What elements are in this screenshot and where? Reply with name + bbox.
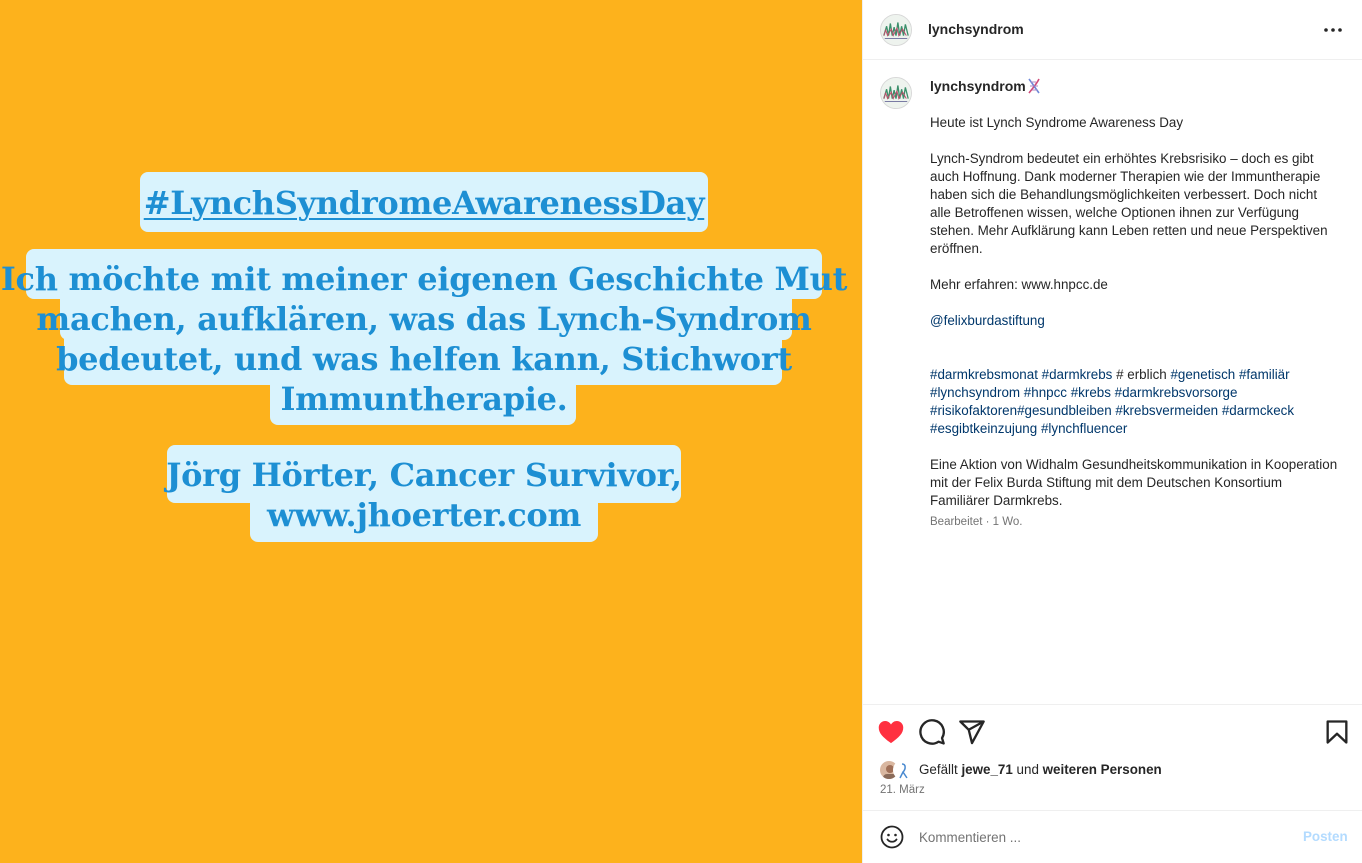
caption-intro: Heute ist Lynch Syndrome Awareness Day [930, 115, 1184, 130]
heart-filled-icon[interactable] [877, 718, 905, 746]
hashtag-link[interactable]: #risikofaktoren [930, 403, 1018, 418]
avatar-graphic [881, 78, 911, 108]
hashtag-link[interactable]: #lynchsyndrom [930, 385, 1021, 400]
smiley-icon[interactable] [880, 825, 904, 849]
hashtag-link[interactable]: #darmkrebsmonat [930, 367, 1038, 382]
caption-more-info: Mehr erfahren: www.hnpcc.de [930, 277, 1108, 292]
hashtag-link[interactable]: #esgibtkeinzujung [930, 421, 1038, 436]
post-header [863, 0, 1362, 60]
post-date[interactable]: 21. März [880, 784, 925, 796]
caption-text [930, 114, 1340, 510]
hashtag-link[interactable]: #lynchfluencer [1040, 421, 1128, 436]
liker-avatars[interactable] [879, 760, 915, 780]
caption-hashtags [930, 366, 1340, 438]
likes-others-link[interactable]: weiteren Personen [1042, 762, 1162, 777]
likes-text [919, 762, 1162, 777]
author-line: Jörg Hörter, Cancer Survivor, [166, 456, 682, 494]
header-username[interactable]: lynchsyndrom [928, 21, 1024, 37]
likes-summary [879, 760, 1339, 780]
post-comment-button[interactable]: Posten [1303, 829, 1348, 844]
quote-line: Ich möchte mit meiner eigenen Geschichte Mut [0, 260, 848, 298]
liker-username[interactable]: jewe_71 [961, 762, 1013, 777]
avatar[interactable] [880, 14, 912, 46]
more-horizontal-icon[interactable] [1321, 18, 1347, 42]
avatar[interactable] [880, 77, 912, 109]
likes-middle: und [1016, 762, 1039, 777]
caption-username[interactable]: lynchsyndrom [930, 78, 1026, 94]
comment-input[interactable] [919, 824, 1279, 850]
avatar-graphic [881, 15, 911, 45]
hashtag-link[interactable]: #hnpcc [1023, 385, 1067, 400]
quote-line: bedeutet, und was helfen kann, Stichwort [56, 340, 792, 378]
hashtag-link[interactable]: #darmckeck [1221, 403, 1295, 418]
quote-line: Immuntherapie. [280, 380, 568, 418]
quote-line: machen, aufklären, was das Lynch-Syndrom [36, 300, 812, 338]
hashtag-plain: # erblich [1116, 367, 1167, 382]
caption-area [863, 61, 1362, 704]
hashtag-link[interactable]: #familiär [1238, 367, 1290, 382]
liker-avatar [893, 760, 913, 780]
caption-body: Lynch-Syndrom bedeutet ein erhöhtes Krebsrisiko – doch es gibt auch Hoffnung. Dank moderner Therapien wie der Immuntherapie haben sich die Behandlungsmöglichkeiten verbessert. Doch nicht alle Betroffenen wissen, welche Optionen ihnen zur Verfügung stehen. Mehr Aufklärung kann Leben retten und neue Perspektiven eröffnen. [930, 151, 1328, 256]
hashtag-link[interactable]: #krebs [1070, 385, 1111, 400]
post-sidebar [862, 0, 1362, 863]
hashtag-link[interactable]: #darmkrebs [1041, 367, 1113, 382]
hashtag-link[interactable]: #genetisch [1170, 367, 1236, 382]
hashtag-link[interactable]: #krebsvermeiden [1115, 403, 1219, 418]
bookmark-icon[interactable] [1323, 718, 1351, 746]
share-icon[interactable] [958, 718, 986, 746]
hashtag-link[interactable]: #darmkrebsvorsorge [1114, 385, 1238, 400]
likes-prefix: Gefällt [919, 762, 958, 777]
comment-icon[interactable] [918, 718, 946, 746]
image-quote [0, 259, 848, 419]
author-line: www.jhoerter.com [266, 496, 582, 534]
caption-meta: Bearbeitet · 1 Wo. [930, 516, 1023, 528]
image-author [0, 455, 848, 535]
caption-footer: Eine Aktion von Widhalm Gesundheitskommunikation in Kooperation mit der Felix Burda Stiftung mit dem Deutschen Konsortium Familiärer Darmkrebs. [930, 457, 1338, 508]
hashtag-link[interactable]: #gesundbleiben [1017, 403, 1112, 418]
action-bar [863, 704, 1362, 810]
image-hashtag: #LynchSyndromeAwarenessDay [143, 184, 705, 222]
mention-link[interactable]: @felixburdastiftung [930, 313, 1045, 328]
comment-bar [863, 810, 1362, 863]
dna-icon [1026, 77, 1042, 95]
